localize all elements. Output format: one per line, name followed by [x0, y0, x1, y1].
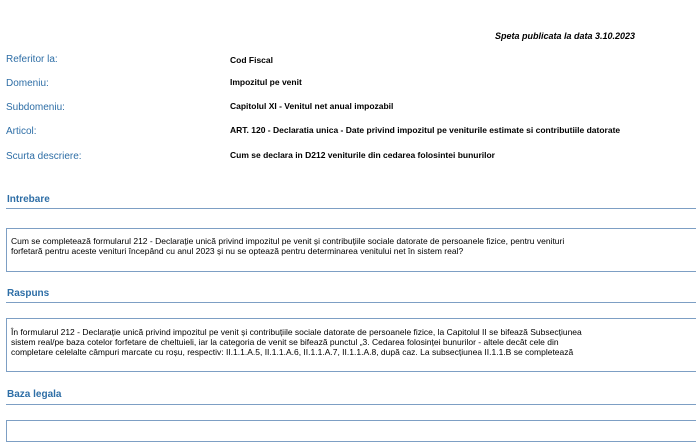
meta-row-reference — [0, 54, 696, 68]
domain-value: Impozitul pe venit — [230, 77, 302, 87]
question-box — [6, 228, 696, 272]
answer-text: În formularul 212 - Declarație unică privind impozitul pe venit și contribuțiile sociale datorate de persoanele fizice, la Capitolul II se bifează Subsecțiunea sistem real/pe baza cotelor forfetare de cheltuieli, iar la categoria de venit se bifează punctul „3. Cedarea folosinței bunurilor - altele decât cele din completare celelalte câmpuri marcate cu roșu, respectiv: II.1.1.A.5, II.1.1.A.6, II.1.1.A.7, II.1.1.A.8, după caz. La subsecțiunea II.1.1.B se completează — [11, 327, 582, 357]
meta-row-subdomain — [0, 102, 696, 116]
publication-date: Speta publicata la data 3.10.2023 — [495, 31, 636, 41]
short-description-label: Scurta descriere: — [6, 151, 82, 162]
meta-row-domain — [0, 78, 696, 92]
reference-value: Cod Fiscal — [230, 55, 273, 65]
legal-basis-section-title: Baza legala — [7, 389, 62, 400]
question-text: Cum se completează formularul 212 - Declarație unică privind impozitul pe venit și contribuțiile sociale datorate de persoanele fizice, pentru venituri forfetară pentru aceste venituri începând cu anul 2023 și nu se optează pentru determinarea venitului net în sistem real? — [11, 236, 565, 256]
reference-label: Referitor la: — [6, 54, 58, 65]
subdomain-label: Subdomeniu: — [6, 102, 65, 113]
answer-divider — [6, 302, 696, 303]
answer-section-title: Raspuns — [7, 288, 50, 299]
article-label: Articol: — [6, 126, 37, 137]
meta-row-article — [0, 126, 696, 140]
domain-label: Domeniu: — [6, 78, 49, 89]
article-value: ART. 120 - Declaratia unica - Date privind impozitul pe veniturile estimate si contributiile datorate — [230, 125, 621, 135]
answer-box — [6, 318, 696, 372]
legal-basis-divider — [6, 404, 696, 405]
subdomain-value: Capitolul XI - Venitul net anual impozabil — [230, 101, 394, 111]
question-section-title: Intrebare — [7, 194, 50, 205]
meta-row-short-description — [0, 151, 696, 165]
legal-basis-box — [6, 420, 696, 442]
question-divider — [6, 208, 696, 209]
short-description-value: Cum se declara in D212 veniturile din cedarea folosintei bunurilor — [230, 150, 495, 160]
